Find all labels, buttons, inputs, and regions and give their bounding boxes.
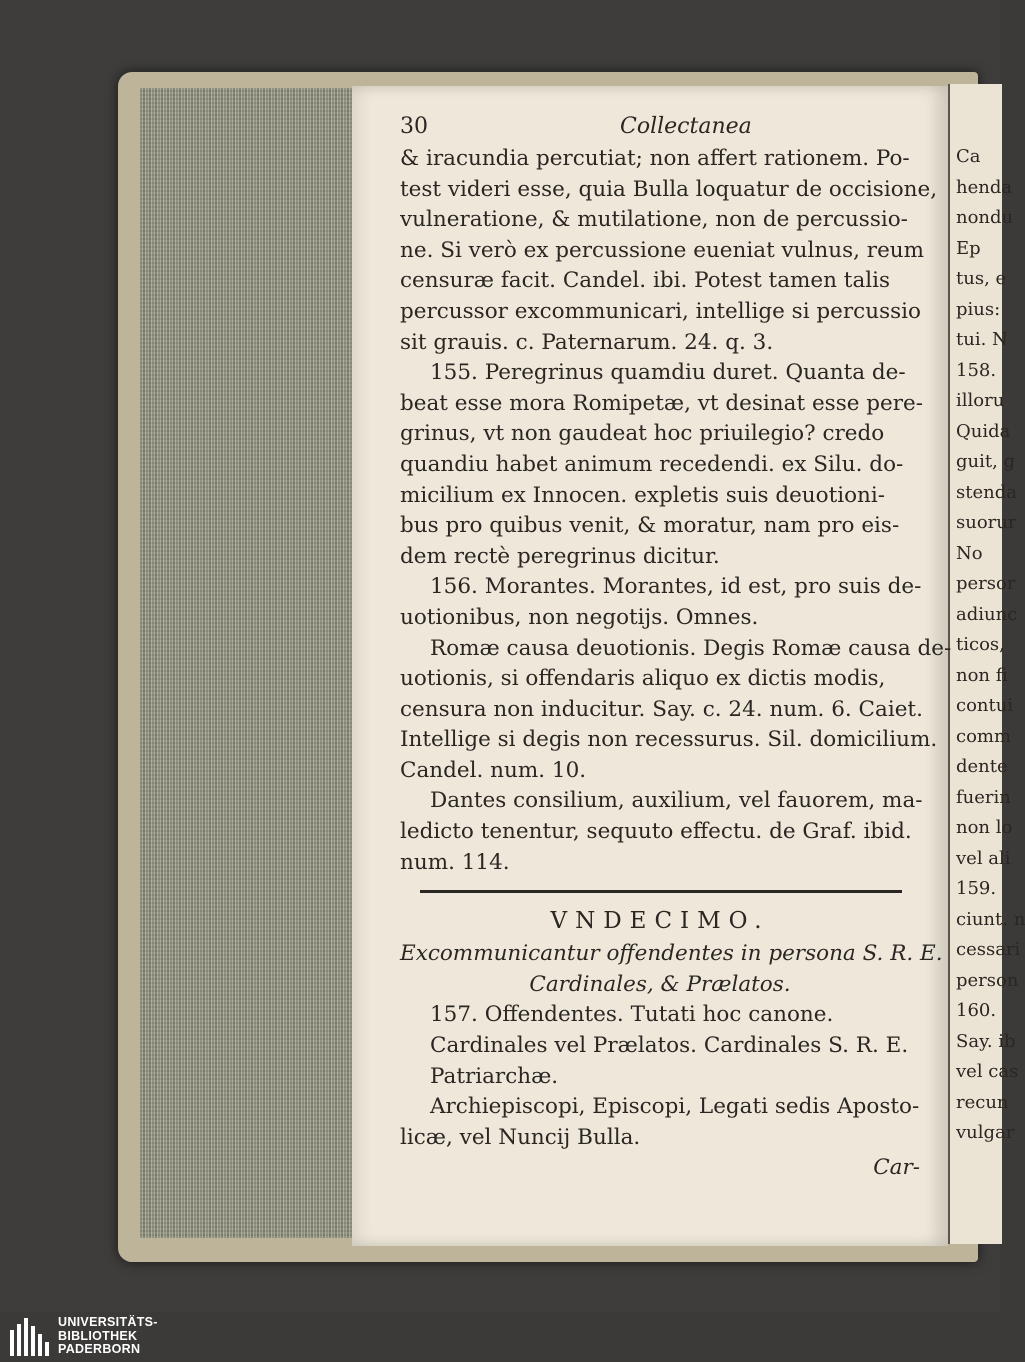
next-page-line: illoru	[956, 390, 1005, 411]
next-page-line: 160.	[956, 1000, 997, 1021]
text-line: vulneratione, & mutilatione, non de percussio-	[400, 207, 908, 233]
page-number: 30	[400, 114, 428, 139]
catchword: Car-	[873, 1155, 920, 1181]
next-page-line: Quida	[956, 420, 1011, 442]
next-page-line: non fi	[956, 664, 1008, 686]
text-line: percussor excommunicari, intellige si percussio	[400, 298, 921, 324]
body-text	[400, 144, 952, 878]
text-line: censura non inducitur. Say. c. 24. num. 6. Caiet.	[400, 696, 923, 722]
next-page	[948, 84, 1025, 1244]
body-text-after	[400, 1000, 920, 1153]
next-page-line: recun	[956, 1091, 1009, 1113]
text-line: uotionibus, non negotijs. Omnes.	[400, 604, 759, 630]
section-rule	[420, 890, 902, 893]
library-name: UNIVERSITÄTS- BIBLIOTHEK PADERBORN	[58, 1315, 158, 1356]
text-line: dem rectè peregrinus dicitur.	[400, 543, 720, 569]
text-line: & iracundia percutiat; non affert rationem. Po-	[400, 146, 910, 171]
text-line: sit grauis. c. Paternarum. 24. q. 3.	[400, 329, 774, 355]
text-line: quandiu habet animum recedendi. ex Silu. do-	[400, 451, 904, 477]
text-line: licæ, vel Nuncij Bulla.	[400, 1124, 641, 1150]
text-line: Archiepiscopi, Episcopi, Legati sedis Aposto-	[430, 1094, 920, 1120]
library-logo-icon	[10, 1318, 50, 1356]
text-line: 155. Peregrinus quamdiu duret. Quanta de-	[430, 360, 906, 386]
next-page-line: 158.	[956, 359, 997, 381]
next-page-line: vel cas	[956, 1061, 1019, 1082]
next-page-line: person	[956, 969, 1019, 991]
text-line: micilium ex Innocen. expletis suis deuotioni-	[400, 482, 886, 508]
next-page-line: comm	[956, 725, 1012, 747]
running-title: Collectanea	[620, 114, 752, 139]
text-line: 156. Morantes. Morantes, id est, pro suis de-	[430, 574, 922, 600]
next-page-line: ciunt. n	[956, 908, 1025, 930]
page-text	[400, 112, 952, 1184]
text-line: Candel. num. 10.	[400, 757, 587, 783]
section-heading: VNDECIMO.	[550, 908, 770, 935]
next-page-line: tus, e	[956, 268, 1007, 289]
next-page-line: contui	[956, 695, 1014, 716]
text-line: 157. Offendentes. Tutati hoc canone.	[430, 1002, 834, 1028]
next-page-line: Ep	[956, 237, 981, 259]
text-line: grinus, vt non gaudeat hoc priuilegio? credo	[400, 421, 885, 447]
text-line: bus pro quibus venit, & moratur, nam pro eis-	[400, 513, 900, 539]
text-line: Romæ causa deuotionis. Degis Romæ causa de-	[430, 635, 952, 661]
text-line: Cardinales vel Prælatos. Cardinales S. R. E.	[430, 1033, 909, 1059]
next-page-line: 159.	[956, 878, 997, 899]
next-page-line: henda	[956, 176, 1013, 198]
library-footer	[0, 1312, 1000, 1362]
next-page-line: vulgar	[956, 1122, 1015, 1143]
text-line: uotionis, si offendaris aliquo ex dictis modis,	[400, 666, 886, 692]
page-edges	[140, 88, 355, 1238]
next-page-line: guit, g	[956, 451, 1016, 472]
next-page-line: adiunc	[956, 603, 1018, 625]
text-line: beat esse mora Romipetæ, vt desinat esse pere-	[400, 390, 924, 416]
text-line: Intellige si degis non recessurus. Sil. domicilium.	[400, 727, 938, 753]
next-page-line: dente	[956, 756, 1008, 777]
next-page-line: non lo	[956, 817, 1013, 838]
text-line: num. 114.	[400, 849, 510, 875]
running-head	[400, 112, 920, 144]
next-page-line: vel ali	[956, 847, 1011, 869]
text-line: Patriarchæ.	[430, 1063, 559, 1089]
text-line: ne. Si verò ex percussione eueniat vulnus, reum	[400, 237, 925, 263]
next-page-line: persor	[956, 573, 1016, 594]
next-page-line: pius:	[956, 298, 1001, 320]
next-page-line: ticos,	[956, 634, 1005, 655]
text-line: censuræ facit. Candel. ibi. Potest tamen talis	[400, 268, 891, 294]
text-line: Dantes consilium, auxilium, vel fauorem, ma-	[430, 788, 923, 814]
next-page-line: No	[956, 542, 983, 564]
next-page-line: fuerin	[956, 786, 1011, 808]
text-line: test videri esse, quia Bulla loquatur de occisione,	[400, 176, 938, 202]
next-page-line: tui. N	[956, 329, 1008, 350]
next-page-line: stenda	[956, 481, 1017, 503]
subheading: Excommunicantur offendentes in persona S. R. E.	[400, 941, 943, 967]
next-page-text	[956, 142, 1025, 1149]
subheading: Cardinales, & Prælatos.	[529, 971, 791, 997]
next-page-line: suorur	[956, 512, 1017, 533]
next-page-line: Say. ib	[956, 1030, 1016, 1052]
next-page-line: Ca	[956, 146, 981, 167]
text-line: ledicto tenentur, sequuto effectu. de Graf. ibid.	[400, 819, 912, 845]
next-page-line: cessari	[956, 939, 1021, 960]
next-page-line: nondu	[956, 207, 1014, 228]
